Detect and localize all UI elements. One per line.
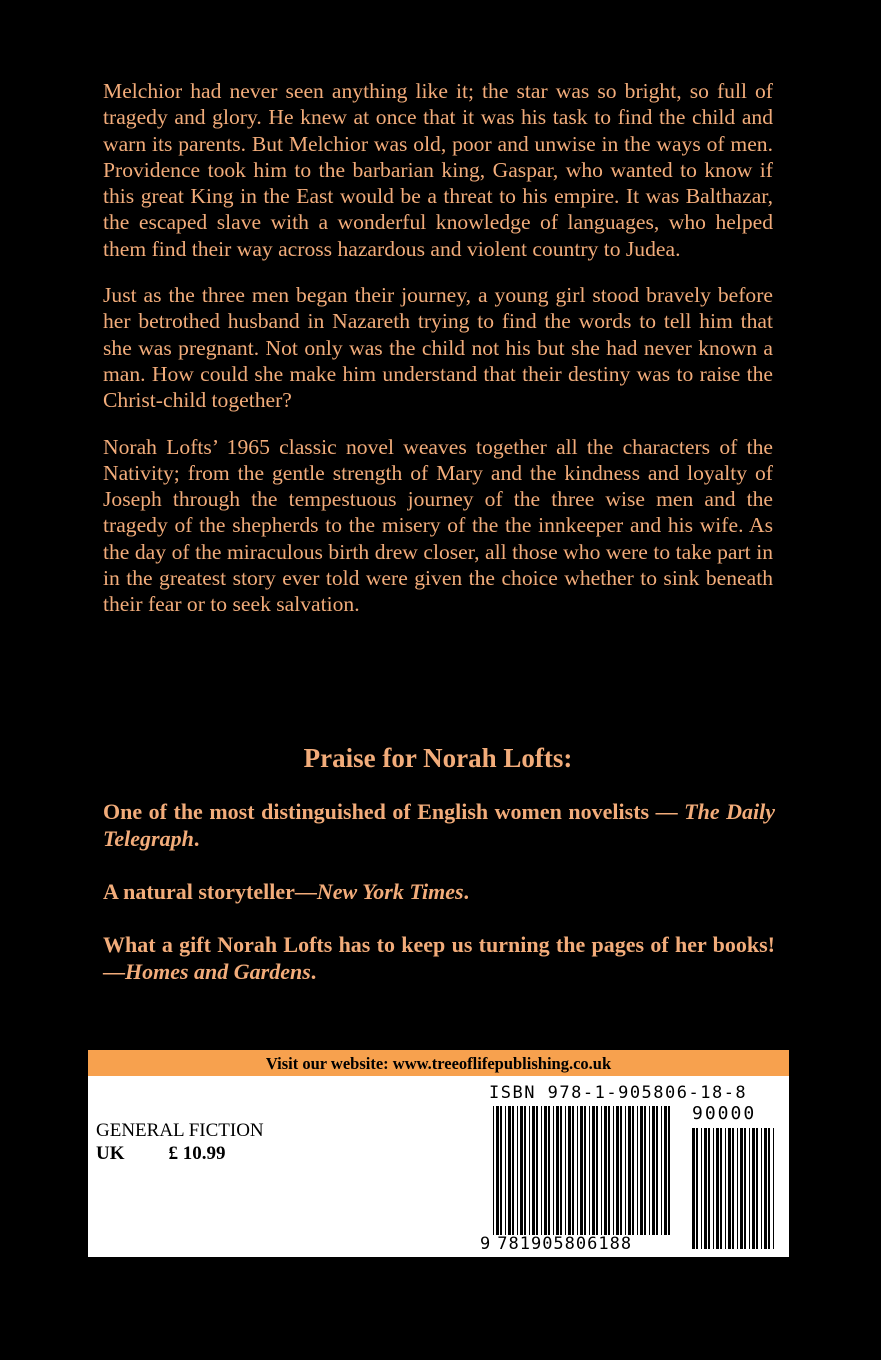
barcode-bar <box>756 1128 758 1249</box>
barcode-bar <box>524 1106 526 1235</box>
barcode-bar <box>749 1128 750 1249</box>
barcode-bar <box>604 1106 607 1235</box>
barcode-bar <box>737 1128 738 1249</box>
barcode-bar <box>716 1128 719 1249</box>
barcode-bar <box>768 1128 770 1249</box>
barcode-bar <box>664 1106 667 1235</box>
barcode-bar <box>517 1106 518 1235</box>
price-addon-barcode <box>692 1128 778 1249</box>
barcode-bar <box>628 1106 631 1235</box>
barcode-bar <box>656 1106 658 1235</box>
barcode-bar <box>632 1106 634 1235</box>
barcode-bar <box>512 1106 514 1235</box>
quote-text: One of the most distinguished of English women novelists — <box>103 799 685 824</box>
price-label: £ 10.99 <box>168 1143 226 1164</box>
quote-end: . <box>193 826 200 851</box>
barcode-bar <box>508 1106 511 1235</box>
barcode-bar <box>541 1106 542 1235</box>
barcode-bar <box>644 1106 646 1235</box>
barcode-bar <box>500 1106 502 1235</box>
barcode-bar <box>601 1106 602 1235</box>
barcode-bar <box>713 1128 714 1249</box>
barcode-bar <box>544 1106 547 1235</box>
barcode-bar <box>572 1106 574 1235</box>
barcode-bar <box>520 1106 523 1235</box>
quote-source: Homes and Gardens <box>125 959 311 984</box>
barcode-panel <box>88 1076 789 1257</box>
barcode-bar <box>560 1106 562 1235</box>
barcode-bar <box>556 1106 559 1235</box>
isbn-label: ISBN 978-1-905806-18-8 <box>489 1083 748 1103</box>
barcode-digits-left: 781905 <box>497 1234 565 1254</box>
barcode-bar <box>704 1128 707 1249</box>
barcode-bar <box>740 1128 743 1249</box>
addon-digits: 90000 <box>692 1103 757 1124</box>
blurb-paragraph-2: Just as the three men began their journey, a young girl stood bravely before her betrothed husband in Nazareth trying to find the words to tell him that she was pregnant. Not only was the child not his but she had never known a man. How could she make him understand that their destiny was to raise the Christ-child together? <box>103 283 773 413</box>
barcode-bar <box>692 1128 695 1249</box>
barcode-bar <box>553 1106 554 1235</box>
isbn-barcode <box>493 1106 673 1235</box>
barcode-digit-lead: 9 <box>480 1234 492 1254</box>
barcode-bar <box>620 1106 622 1235</box>
barcode-bar <box>496 1106 499 1235</box>
barcode-bar <box>589 1106 590 1235</box>
barcode-bar <box>493 1106 494 1235</box>
barcode-bar <box>720 1128 722 1249</box>
quote-text: What a gift Norah Lofts has to keep us turning the pages of her books!— <box>103 932 775 984</box>
barcode-bar <box>668 1106 670 1235</box>
barcode-bar <box>613 1106 614 1235</box>
quote-end: . <box>463 879 470 904</box>
quote-source: The Daily Telegraph <box>103 799 775 851</box>
barcode-bar <box>592 1106 595 1235</box>
barcode-bar <box>532 1106 535 1235</box>
genre-label: GENERAL FICTION <box>96 1120 264 1141</box>
blurb-text <box>103 78 773 618</box>
barcode-bar <box>728 1128 731 1249</box>
barcode-bar <box>649 1106 650 1235</box>
barcode-bar <box>616 1106 619 1235</box>
barcode-bar <box>708 1128 710 1249</box>
barcode-bar <box>565 1106 566 1235</box>
barcode-bar <box>608 1106 610 1235</box>
barcode-bar <box>584 1106 586 1235</box>
blurb-paragraph-1: Melchior had never seen anything like it; the star was so bright, so full of tragedy and glory. He knew at once that it was his task to find the child and warn its parents. But Melchior was old, poor and unwise in the ways of men. Providence took him to the barbarian king, Gaspar, who wanted to know if this great King in the East would be a threat to his empire. It was Balthazar, the escaped slave with a wonderful knowledge of languages, who helped them find their way across hazardous and violent country to Judea. <box>103 79 773 261</box>
barcode-bar <box>752 1128 755 1249</box>
barcode-bar <box>568 1106 571 1235</box>
website-banner: Visit our website: www.treeoflifepublishing.co.uk <box>88 1050 789 1076</box>
praise-heading: Praise for Norah Lofts: <box>303 743 573 773</box>
quote-text: A natural storyteller— <box>103 879 317 904</box>
barcode-bar <box>580 1106 583 1235</box>
barcode-bar <box>596 1106 598 1235</box>
barcode-bar <box>529 1106 530 1235</box>
barcode-bar <box>505 1106 506 1235</box>
quote-source: New York Times <box>316 879 464 904</box>
barcode-bar <box>761 1128 762 1249</box>
barcode-bar <box>701 1128 702 1249</box>
barcode-bar <box>773 1128 774 1249</box>
barcode-bar <box>661 1106 662 1235</box>
barcode-bar <box>625 1106 626 1235</box>
praise-quotes <box>103 798 775 985</box>
barcode-bar <box>536 1106 538 1235</box>
barcode-bar <box>725 1128 726 1249</box>
barcode-bar <box>732 1128 734 1249</box>
back-cover-blurb <box>103 78 773 638</box>
blurb-paragraph-3: Norah Lofts’ 1965 classic novel weaves together all the characters of the Nativity; from the gentle strength of Mary and the kindness and loyalty of Joseph through the tempestuous journey of the three wise men and the tragedy of the shepherds to the misery of the the innkeeper and his wife. As the day of the miraculous birth drew closer, all those who were to take part in in the greatest story ever told were given the choice whether to sink beneath their fear or to seek salvation. <box>103 434 773 617</box>
barcode-digits <box>480 1234 632 1254</box>
barcode-bar <box>696 1128 698 1249</box>
barcode-bar <box>640 1106 643 1235</box>
price-row <box>96 1143 226 1164</box>
quote-end: . <box>310 959 317 984</box>
barcode-bar <box>764 1128 767 1249</box>
praise-quote <box>103 931 775 985</box>
praise-quote <box>103 878 775 905</box>
barcode-bar <box>548 1106 550 1235</box>
praise-quote <box>103 798 775 852</box>
barcode-digits-right: 806188 <box>564 1234 633 1254</box>
barcode-bar <box>652 1106 655 1235</box>
barcode-bar <box>744 1128 746 1249</box>
region-label: UK <box>96 1143 125 1164</box>
barcode-bar <box>577 1106 578 1235</box>
barcode-bar <box>637 1106 638 1235</box>
